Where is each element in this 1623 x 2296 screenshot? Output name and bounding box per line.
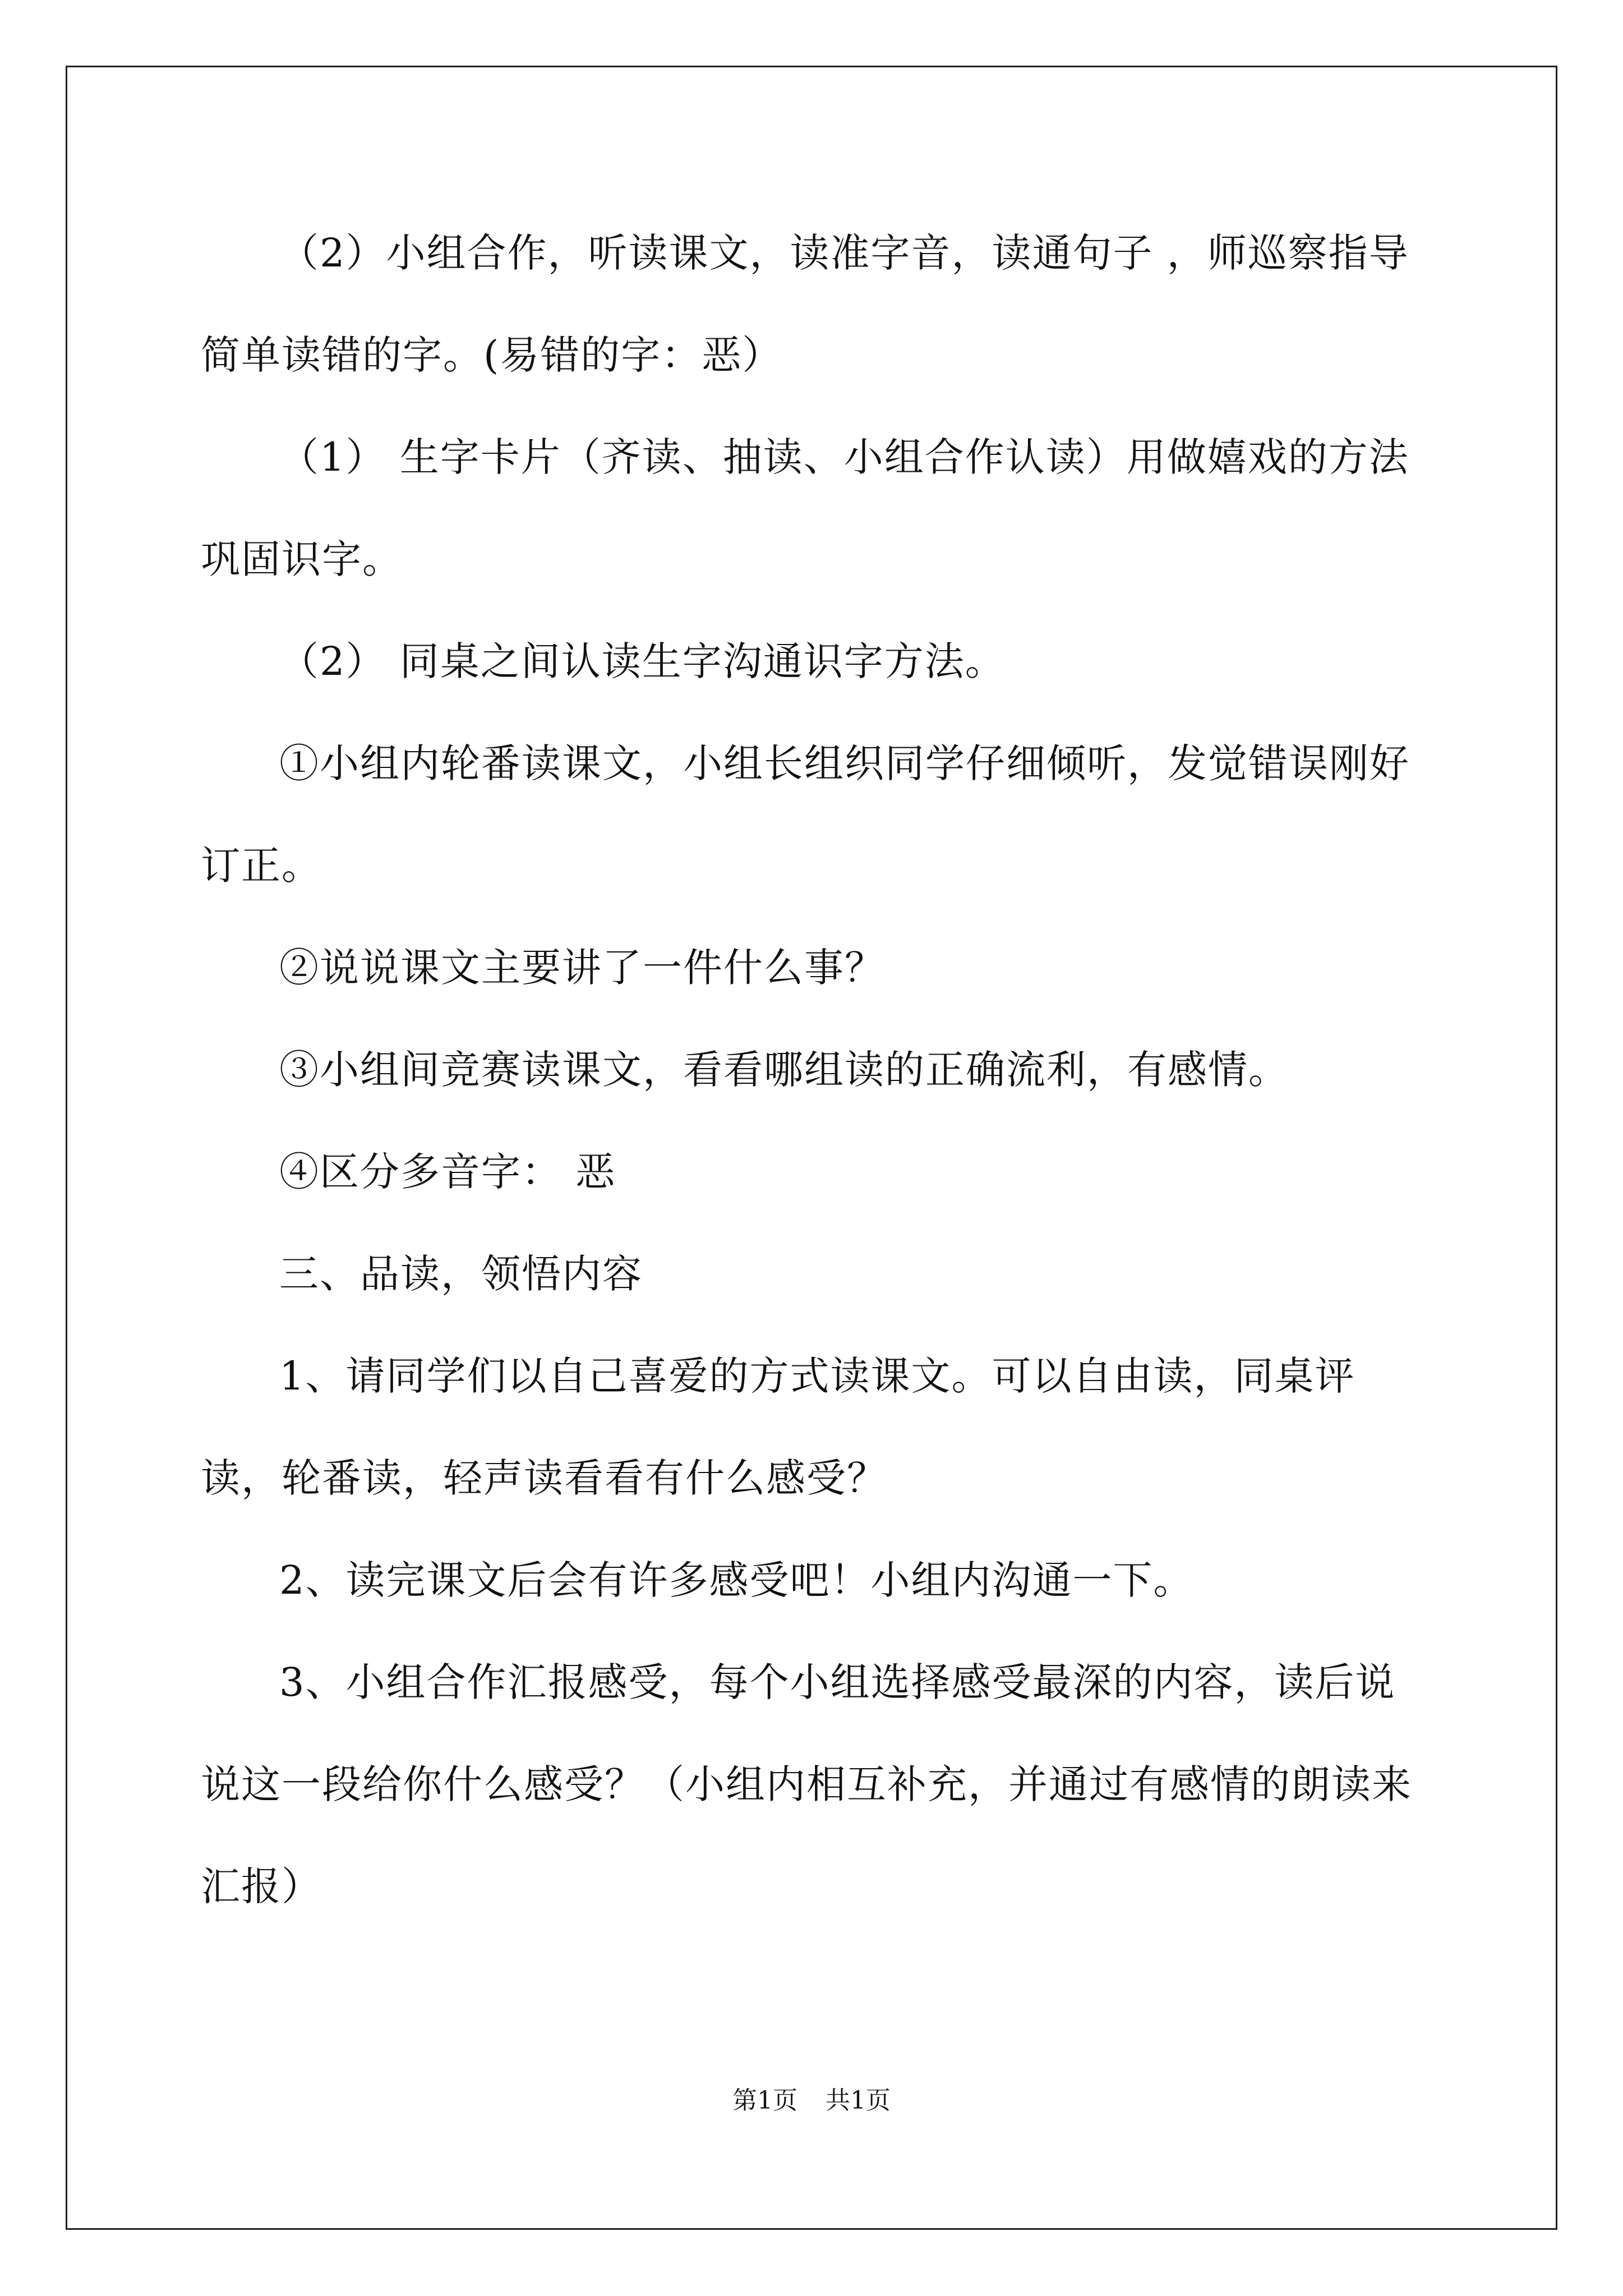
page-number: 第1页 bbox=[732, 2086, 797, 2115]
paragraph: 1、请同学们以自己喜爱的方式读课文。可以自由读，同桌评读，轮番读，轻声读看看有什么感受？ bbox=[201, 1353, 1355, 1501]
page-footer bbox=[0, 2080, 1623, 2116]
paragraph: ①小组内轮番读课文，小组长组织同学仔细倾听，发觉错误刚好订正。 bbox=[201, 740, 1410, 889]
paragraph: ③小组间竞赛读课文，看看哪组读的正确流利，有感情。 bbox=[279, 1047, 1289, 1093]
paragraph: 2、读完课文后会有许多感受吧！小组内沟通一下。 bbox=[279, 1557, 1194, 1603]
paragraph: （2） 同桌之间认读生字沟通识字方法。 bbox=[279, 638, 1006, 684]
paragraph: （2）小组合作，听读课文，读准字音，读通句子 ，师巡察指导简单读错的字。(易错的字：恶） bbox=[201, 230, 1409, 378]
paragraph: ④区分多音字： 恶 bbox=[279, 1149, 616, 1195]
paragraph: 3、小组合作汇报感受，每个小组选择感受最深的内容，读后说说这一段给你什么感受？（小组内相互补充，并通过有感情的朗读来汇报） bbox=[201, 1659, 1412, 1910]
section-heading: 三、品读，领悟内容 bbox=[279, 1251, 643, 1297]
page-total: 共1页 bbox=[826, 2086, 891, 2115]
document-body bbox=[201, 202, 1435, 1938]
paragraph: ②说说课文主要讲了一件什么事？ bbox=[279, 945, 885, 991]
paragraph: （1） 生字卡片（齐读、抽读、小组合作认读）用做嬉戏的方法巩固识字。 bbox=[201, 434, 1409, 582]
